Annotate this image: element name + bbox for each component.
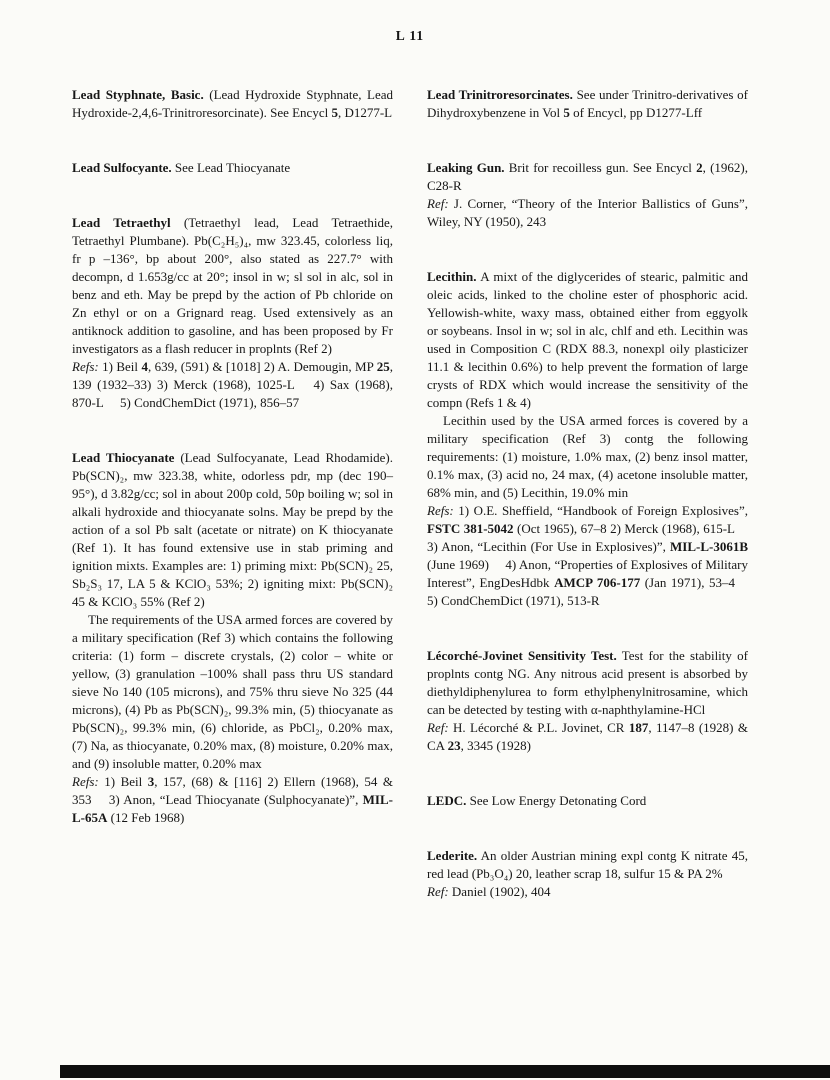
entry-lecithin xyxy=(427,268,748,610)
text-segment: (Tetraethyl lead, Lead Tetraethide, Tetraethyl Plumbane). Pb(C₂H₅)₄, mw 323.45, colorless liq, fr p –136°, bp about 200°, also stated as 227.7° with decompn, d 1.653g/cc at 20°; insol in w; sl sol in alc, sol in benz and eth. May be prepd by the action of Pb chloride on Zn ethyl or on a Grignard reag. Used extensively as an antiknock addition to gasoline, and has been proposed by Fr investigators as a flash reducer in proplnts (Ref 2) xyxy=(72,215,393,356)
entry-title: LEDC. xyxy=(427,793,467,808)
entry-ledc xyxy=(427,792,748,810)
bold-reference: 5 xyxy=(331,105,338,120)
paragraph xyxy=(72,611,393,773)
text-segment: (Jan 1971), 53–4 5) CondChemDict (1971), 513-R xyxy=(427,575,748,608)
text-segment: 1) Beil xyxy=(98,359,142,374)
bold-reference: MIL-L-65A xyxy=(72,792,393,825)
bold-reference: MIL-L-3061B xyxy=(670,539,748,554)
text-segment: See Lead Thiocyanate xyxy=(171,160,291,175)
entry-title: Lécorché-Jovinet Sensitivity Test. xyxy=(427,648,617,663)
text-segment: , 3345 (1928) xyxy=(460,738,532,753)
text-segment: A mixt of the diglycerides of stearic, palmitic and oleic acids, linked to the choline ester of phosphoric acid. Yellowish-white, waxy mass, obtained either from eggyolk or soybeans. Insol in w; sol in alc, chlf and eth. Lecithin was used in Composition C (RDX 88.3, nonexpl oily plasticizer 11.1 & lecithin 0.6%) to help prevent the formation of large crysts of RDX which would increase the sensitivity of the compn (Refs 1 & 4) xyxy=(427,269,748,410)
scan-artifact-bottom xyxy=(60,1065,830,1078)
refs-label: Ref: xyxy=(427,196,449,211)
bold-reference: 187 xyxy=(628,720,649,735)
bold-reference: 23 xyxy=(447,738,461,753)
paragraph xyxy=(427,647,748,719)
text-segment: , D1277-L xyxy=(337,105,393,120)
bold-reference: AMCP 706-177 xyxy=(554,575,641,590)
bold-reference: 25 xyxy=(376,359,390,374)
page-number: L 11 xyxy=(395,28,425,43)
text-segment: , 157, (68) & [116] 2) Ellern (1968), 54 & 353 3) Anon, “Lead Thiocyanate (Sulphocyanate)”, xyxy=(72,774,394,807)
text-segment: , (1962), C28-R xyxy=(427,160,748,193)
entry-lead-tetraethyl xyxy=(72,214,393,412)
text-segment: 1) O.E. Sheffield, “Handbook of Foreign Explosives”, xyxy=(453,503,748,518)
entry-title: Lead Sulfocyante. xyxy=(72,160,172,175)
entry-title: Lead Trinitroresorcinates. xyxy=(427,87,573,102)
text-segment: Daniel (1902), 404 xyxy=(448,884,551,899)
paragraph xyxy=(427,195,748,231)
entry-lead-sulfocyante xyxy=(72,159,393,177)
paragraph xyxy=(427,159,748,195)
paragraph xyxy=(72,358,393,412)
text-segment: (Lead Hydroxide Styphnate, Lead Hydroxide-2,4,6-Trinitroresorcinate). See Encycl xyxy=(72,87,393,120)
paragraph xyxy=(427,502,748,610)
paragraph xyxy=(72,159,393,177)
paragraph xyxy=(427,883,748,901)
entry-title: Leaking Gun. xyxy=(427,160,505,175)
refs-label: Ref: xyxy=(427,720,449,735)
paragraph xyxy=(427,792,748,810)
text-segment: , 639, (591) & [1018] 2) A. Demougin, MP xyxy=(147,359,377,374)
text-segment: (Oct 1965), 67–8 2) Merck (1968), 615-L 3) Anon, “Lecithin (For Use in Explosives)”, xyxy=(427,521,748,554)
text-segment: Lecithin used by the USA armed forces is covered by a military specification (Ref 3) contg the following requirements: (1) moisture, 1.0% max, (2) benz insol matter, 0.1% max, (3) acid no, 24 max, (4) acetone insoluble matter, 68% min, and (5) Lecithin, 19.0% min xyxy=(427,413,748,500)
entry-lecorche-jovinet-sensitivity-test xyxy=(427,647,748,755)
paragraph xyxy=(427,86,748,122)
text-segment: Test for the stability of proplnts contg NG. Any nitrous acid present is absorbed by diethyldiphenylurea to form ethylphenylnitrosamine, which can be detected by testing with α-naphthylamine-HCl xyxy=(427,648,748,717)
text-segment: of Encycl, pp D1277-Lff xyxy=(569,105,703,120)
text-segment: See Low Energy Detonating Cord xyxy=(466,793,647,808)
paragraph xyxy=(427,268,748,412)
two-column-layout xyxy=(72,86,748,901)
bold-reference: 4 xyxy=(141,359,148,374)
paragraph xyxy=(72,86,393,122)
entry-title: Lead Thiocyanate xyxy=(72,450,175,465)
text-segment: See under Trinitro-derivatives of Dihydroxybenzene in Vol xyxy=(427,87,748,120)
text-segment: (June 1969) 4) Anon, “Properties of Explosives of Military Interest”, EngDesHdbk xyxy=(427,557,748,590)
entry-leaking-gun xyxy=(427,159,748,231)
text-segment: , 1147–8 (1928) & CA xyxy=(427,720,748,753)
bold-reference: 2 xyxy=(696,160,703,175)
text-segment: H. Lécorché & P.L. Jovinet, CR xyxy=(448,720,629,735)
text-segment: , 139 (1932–33) 3) Merck (1968), 1025-L 4) Sax (1968), 870-L 5) CondChemDict (1971), 856–57 xyxy=(72,359,393,410)
refs-label: Refs: xyxy=(72,774,99,789)
paragraph xyxy=(427,847,748,883)
entry-title: Lead Styphnate, Basic. xyxy=(72,87,204,102)
paragraph xyxy=(72,449,393,611)
bold-reference: FSTC 381-5042 xyxy=(427,521,514,536)
refs-label: Refs: xyxy=(72,359,99,374)
entry-lederite xyxy=(427,847,748,901)
text-segment: (12 Feb 1968) xyxy=(107,810,185,825)
bold-reference: 5 xyxy=(563,105,570,120)
entry-lead-trinitroresorcinates xyxy=(427,86,748,122)
text-segment: Brit for recoilless gun. See Encycl xyxy=(504,160,697,175)
bold-reference: 3 xyxy=(147,774,155,789)
entry-lead-thiocyanate xyxy=(72,449,393,827)
paragraph xyxy=(427,719,748,755)
column-left xyxy=(72,86,393,827)
entry-title: Lederite. xyxy=(427,848,478,863)
text-segment: (Lead Sulfocyanate, Lead Rhodamide). Pb(SCN)₂, mw 323.38, white, odorless pdr, mp (dec 190–95°), d 3.82g/cc; sol in about 200p cold, 50p boiling w; sol in alkali hydroxide and thiocyanate solns. May be prepd by the action of a sol Pb salt (acetate or nitrate) on K thiocyanate (Ref 1). It has found extensive use in stab priming and ignition mixts. Examples are: 1) priming mixt: Pb(SCN)₂ 25, Sb₂S₃ 17, LA 5 & KClO₃ 53%; 2) igniting mixt: Pb(SCN)₂ 45 & KClO₃ 55% (Ref 2) xyxy=(72,450,393,609)
entry-title: Lecithin. xyxy=(427,269,477,284)
text-segment: The requirements of the USA armed forces are covered by a military specification (Ref 3) which contains the following criteria: (1) form – discrete crystals, (2) color – white or yellow, (3) granulation –100% shall pass thru US standard sieve No 140 (105 microns), and 75% thru sieve No 325 (44 microns), (4) Pb as Pb(SCN)₂, 99.3% min, (5) thiocyanate as Pb(SCN)₂, 99.3% min, (6) chloride, as PbCl₂, 0.20% max, (7) Na, as thiocyanate, 0.20% max, (8) moisture, 0.20% max, and (9) insoluble matter, 0.20% max xyxy=(72,612,393,771)
refs-label: Refs: xyxy=(427,503,454,518)
text-segment: J. Corner, “Theory of the Interior Ballistics of Guns”, Wiley, NY (1950), 243 xyxy=(427,196,748,229)
paragraph xyxy=(72,214,393,358)
column-right xyxy=(427,86,748,901)
entry-title: Lead Tetraethyl xyxy=(72,215,171,230)
text-segment: 1) Beil xyxy=(98,774,148,789)
text-segment: An older Austrian mining expl contg K nitrate 45, red lead (Pb₃O₄) 20, leather scrap 18, sulfur 15 & PA 2% xyxy=(427,848,748,881)
paragraph xyxy=(427,412,748,502)
paragraph xyxy=(72,773,393,827)
refs-label: Ref: xyxy=(427,884,449,899)
entry-lead-styphnate-basic xyxy=(72,86,393,122)
